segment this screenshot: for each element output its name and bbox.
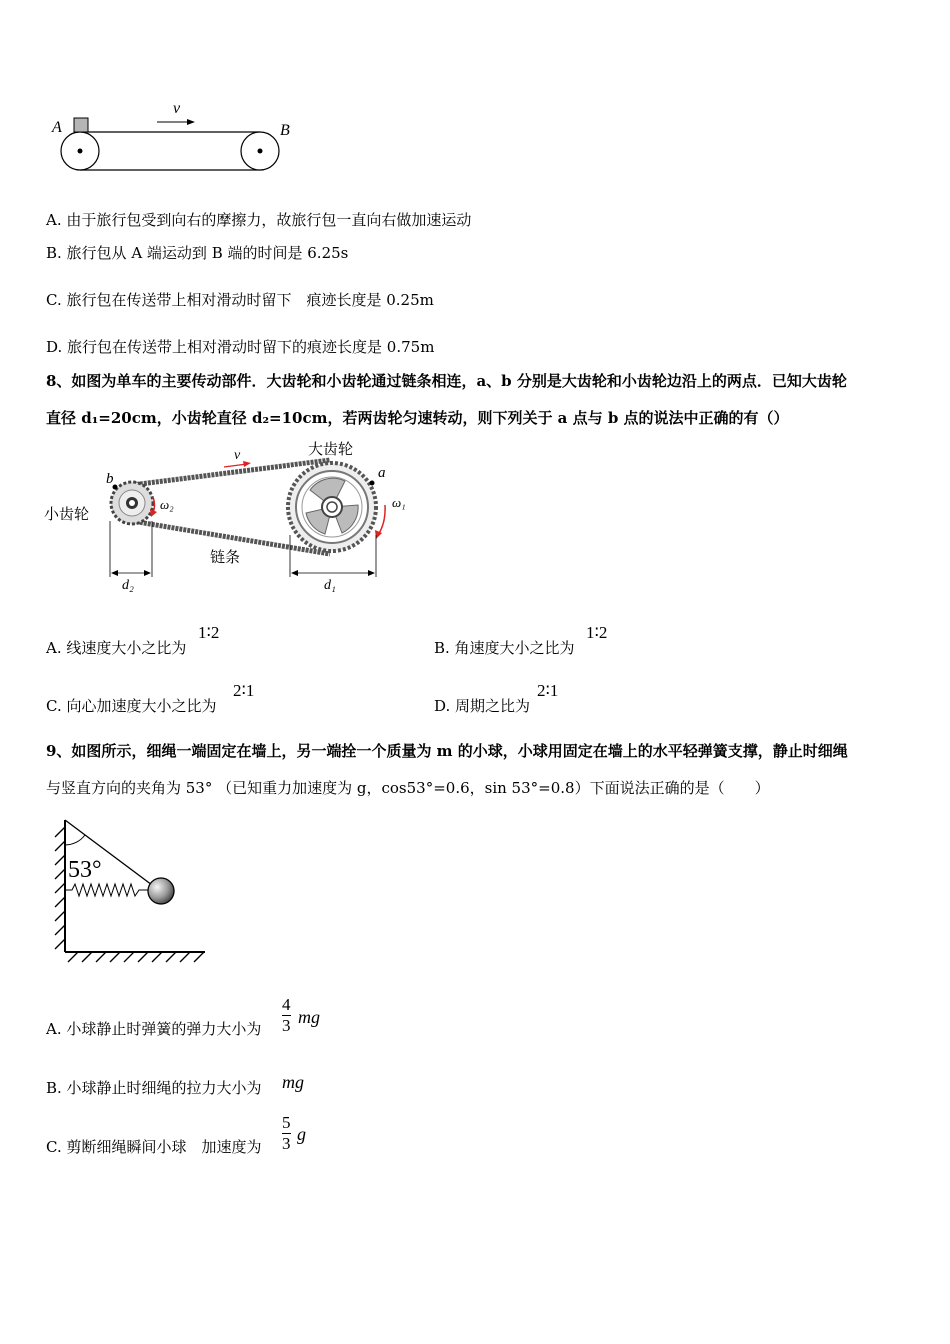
q8-option-b-ratio: 1∶2 [586,623,608,642]
q9-option-a-numerator: 4 [282,995,291,1014]
q8-option-c-ratio: 2∶1 [233,681,255,700]
velocity-label: v [234,448,241,463]
q9-option-b: B. 小球静止时细绳的拉力大小为 [46,1079,262,1097]
label-a: A [52,119,62,136]
big-gear-label: 大齿轮 [308,440,354,458]
q7-option-a: A. 由于旅行包受到向右的摩擦力，故旅行包一直向右做加速运动 [46,211,472,229]
point-b-label: b [106,471,114,487]
q9-option-a-unit: mg [298,1007,320,1027]
q8-stem-line2: 直径 d₁=20cm，小齿轮直径 d₂=10cm，若两齿轮匀速转动，则下列关于 a 点与 b 点的说法中正确的有（） [46,409,789,427]
d1-label: d₁ [324,578,336,593]
q9-option-a-fraction [282,996,291,1035]
q9-option-c-fraction [282,1114,291,1153]
angle-label: 53° [68,857,102,883]
omega2-label: ω₂ [160,497,174,512]
q9-stem-line2: 与竖直方向的夹角为 53° （已知重力加速度为 g，cos53°=0.6，sin 53°=0.8）下面说法正确的是（ ） [46,779,770,797]
d2-label: d₂ [122,578,134,593]
point-a-label: a [378,465,386,481]
q9-option-b-unit: mg [282,1072,304,1092]
q9-option-c-denominator: 3 [282,1134,291,1153]
q8-option-d-ratio: 2∶1 [537,681,559,700]
chain-label: 链条 [210,548,241,566]
q9-option-a: A. 小球静止时弹簧的弹力大小为 [46,1020,262,1038]
small-gear-label: 小齿轮 [44,505,90,523]
spring-ball-figure [48,815,213,970]
omega1-label: ω₁ [392,495,406,510]
label-v: v [173,100,181,117]
q9-option-c: C. 剪断细绳瞬间小球 加速度为 [46,1138,262,1156]
q8-option-b: B. 角速度大小之比为 [434,639,575,657]
q8-option-d: D. 周期之比为 [434,697,531,715]
q7-option-d: D. 旅行包在传送带上相对滑动时留下的痕迹长度是 0.75m [46,338,435,356]
q9-option-a-denominator: 3 [282,1016,291,1035]
bicycle-gear-figure [40,435,430,595]
q9-stem-line1: 9、如图所示，细绳一端固定在墙上，另一端拴一个质量为 m 的小球，小球用固定在墙上的水平轻弹簧支撑，静止时细绳 [46,742,848,760]
q7-option-c: C. 旅行包在传送带上相对滑动时留下 痕迹长度是 0.25m [46,291,434,309]
q8-option-a: A. 线速度大小之比为 [46,639,187,657]
q8-option-a-ratio: 1∶2 [198,623,220,642]
conveyor-belt-figure [45,95,305,180]
q9-option-c-numerator: 5 [282,1113,291,1132]
q7-option-b: B. 旅行包从 A 端运动到 B 端的时间是 6.25s [46,244,349,262]
label-b: B [280,122,290,139]
q8-option-c: C. 向心加速度大小之比为 [46,697,217,715]
q8-stem-line1: 8、如图为单车的主要传动部件．大齿轮和小齿轮通过链条相连，a、b 分别是大齿轮和小齿轮边沿上的两点．已知大齿轮 [46,372,847,390]
q9-option-c-unit: g [297,1124,306,1144]
